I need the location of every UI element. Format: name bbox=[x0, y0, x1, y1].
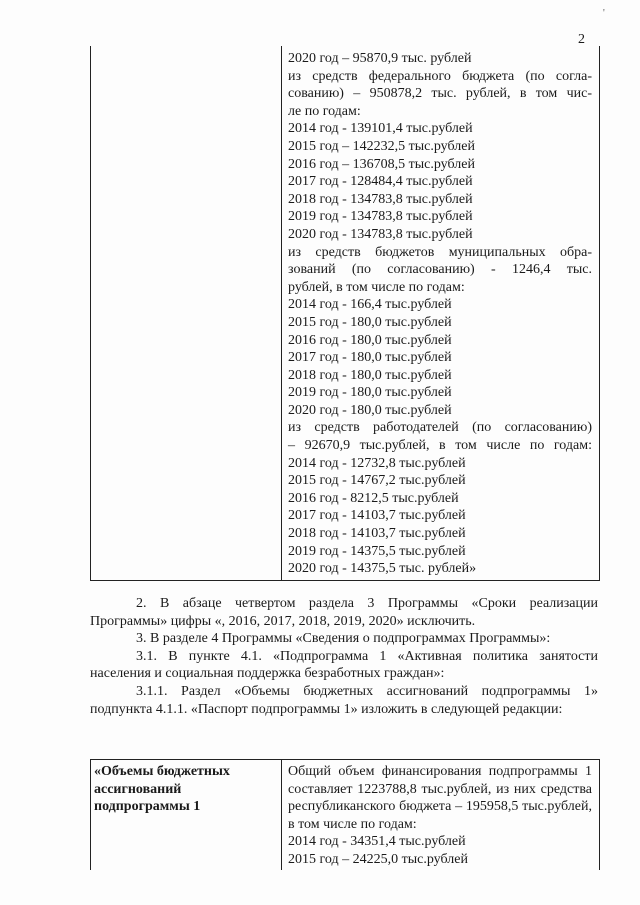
funding-line: 2015 год - 14767,2 тыс.рублей bbox=[288, 473, 466, 489]
funding-line: 2018 год - 134783,8 тыс.рублей bbox=[288, 191, 473, 207]
budget-allocations-label: «Объемы бюджетных ассигнований подпрограммы 1 bbox=[94, 764, 230, 815]
paragraph-3-1: 3.1. В пункте 4.1. «Подпрограмма 1 «Активная политика занятости населения и социальная поддержка безработных граждан»: bbox=[90, 648, 598, 682]
funding-line: 2017 год - 180,0 тыс.рублей bbox=[288, 350, 452, 366]
funding-line: зований (по согласованию) - 1246,4 тыс. bbox=[288, 262, 592, 278]
funding-line: 2014 год - 166,4 тыс.рублей bbox=[288, 297, 452, 313]
funding-details-cell bbox=[288, 50, 592, 578]
funding-line: 2019 год - 14375,5 тыс.рублей bbox=[288, 543, 466, 559]
funding-line: сованию) – 950878,2 тыс. рублей, в том чис- bbox=[288, 86, 592, 102]
subprogram-passport-table bbox=[90, 759, 600, 870]
page-number: 2 bbox=[578, 32, 585, 47]
funding-line: 2020 год – 95870,9 тыс. рублей bbox=[288, 51, 472, 66]
funding-line: 2020 год - 180,0 тыс.рублей bbox=[288, 402, 452, 418]
funding-line: 2014 год - 12732,8 тыс.рублей bbox=[288, 455, 466, 471]
funding-line: рублей, в том числе по годам: bbox=[288, 279, 465, 295]
table-column-divider bbox=[281, 760, 282, 870]
paragraph-3-1-1: 3.1.1. Раздел «Объемы бюджетных ассигнований подпрограммы 1» подпункта 4.1.1. «Паспорт подпрограммы 1» изложить в следующей редакции: bbox=[90, 683, 598, 717]
funding-line: 2020 год - 134783,8 тыс.рублей bbox=[288, 226, 473, 242]
funding-line: – 92670,9 тыс.рублей, в том числе по годам: bbox=[288, 438, 592, 454]
paragraph-2: 2. В абзаце четвертом раздела 3 Программы «Сроки реализации Программы» цифры «, 2016, 2017, 2018, 2019, 2020» исключить. bbox=[90, 596, 598, 629]
funding-line: 2015 год – 142232,5 тыс.рублей bbox=[288, 138, 475, 154]
funding-line: 2020 год - 14375,5 тыс. рублей» bbox=[288, 561, 477, 577]
funding-line: 2019 год - 180,0 тыс.рублей bbox=[288, 385, 452, 401]
funding-line: 2018 год - 180,0 тыс.рублей bbox=[288, 367, 452, 383]
year-funding-line: 2014 год - 34351,4 тыс.рублей bbox=[288, 834, 466, 850]
funding-table-continued bbox=[90, 46, 600, 581]
funding-line: ле по годам: bbox=[288, 103, 361, 119]
funding-line: 2016 год – 136708,5 тыс.рублей bbox=[288, 156, 475, 172]
budget-allocations-value bbox=[288, 763, 592, 869]
funding-line: 2016 год - 8212,5 тыс.рублей bbox=[288, 490, 459, 506]
funding-line: 2019 год - 134783,8 тыс.рублей bbox=[288, 209, 473, 225]
funding-line: 2017 год - 128484,4 тыс.рублей bbox=[288, 174, 473, 190]
funding-line: 2018 год - 14103,7 тыс.рублей bbox=[288, 526, 466, 542]
funding-line: 2015 год - 180,0 тыс.рублей bbox=[288, 314, 452, 330]
table-column-divider bbox=[281, 46, 282, 580]
funding-line: из средств бюджетов муниципальных обра- bbox=[288, 244, 592, 260]
year-funding-line: 2015 год – 24225,0 тыс.рублей bbox=[288, 851, 468, 867]
funding-line: 2016 год - 180,0 тыс.рублей bbox=[288, 332, 452, 348]
paragraph-3: 3. В разделе 4 Программы «Сведения о подпрограммах Программы»: bbox=[136, 631, 551, 647]
funding-line: из средств федерального бюджета (по согла- bbox=[288, 68, 592, 84]
amendment-paragraphs bbox=[90, 595, 598, 718]
funding-line: из средств работодателей (по согласованию) bbox=[288, 420, 592, 436]
financing-summary: Общий объем финансирования подпрограммы 1 составляет 1223788,8 тыс.рублей, из них средства республиканского бюджета – 195958,5 тыс.рублей, в том числе по годам: bbox=[288, 764, 592, 832]
funding-line: 2017 год - 14103,7 тыс.рублей bbox=[288, 508, 466, 524]
funding-line: 2014 год - 139101,4 тыс.рублей bbox=[288, 121, 473, 137]
corner-mark: ' bbox=[603, 8, 605, 19]
